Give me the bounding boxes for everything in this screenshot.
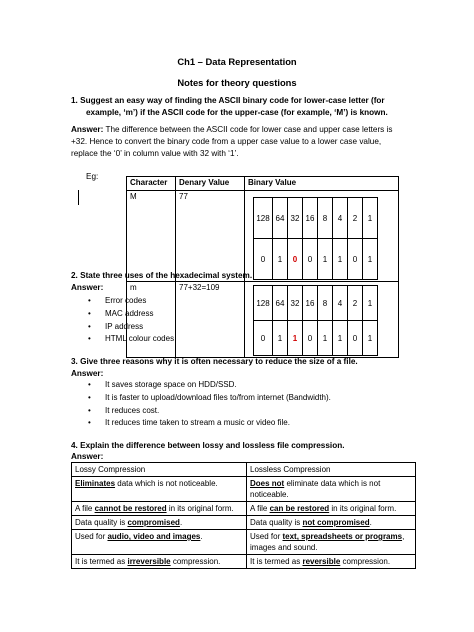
cell-text: compression. (170, 557, 221, 566)
compression-table (71, 462, 416, 569)
header-character: Character (127, 177, 176, 191)
q3-answer-list (88, 379, 331, 430)
bit-highlighted: 0 (288, 239, 303, 280)
bit: 0 (254, 239, 273, 280)
bit: 1 (318, 239, 333, 280)
bit: 1 (318, 321, 333, 356)
place-value: 4 (333, 286, 348, 321)
bit: 1 (363, 239, 378, 280)
cell-text: eliminate data which is not noticeable. (250, 479, 381, 499)
bit: 0 (303, 321, 318, 356)
cell-text: Used for (250, 532, 283, 541)
q3-question: 3. Give three reasons why it is often necessary to reduce the size of a file. (71, 357, 358, 366)
cell-text: . (179, 518, 183, 527)
bit-highlighted: 1 (288, 321, 303, 356)
bit: 1 (273, 239, 288, 280)
list-item: • It is faster to upload/download files to/from internet (Bandwidth). (88, 392, 331, 405)
place-value: 16 (303, 198, 318, 239)
page-title: Ch1 – Data Representation (177, 56, 297, 67)
place-value: 64 (273, 198, 288, 239)
cell-binary (245, 282, 399, 358)
lossy-cell (72, 555, 247, 569)
compression-table-header (72, 463, 416, 477)
ascii-table-header (127, 177, 399, 191)
cell-emphasis: reversible (302, 557, 341, 566)
q2-answer-label: Answer: (71, 283, 104, 292)
lossy-cell (72, 516, 247, 530)
cell-binary (245, 191, 399, 282)
lossless-cell (247, 530, 416, 555)
cell-text: A file (250, 504, 270, 513)
cell-text: data which is not noticeable. (115, 479, 218, 488)
list-item: • It reduces time taken to stream a music or video file. (88, 417, 331, 430)
bit: 1 (363, 321, 378, 356)
table-row (72, 555, 416, 569)
cell-emphasis: compromised (127, 518, 180, 527)
cell-emphasis: irreversible (127, 557, 171, 566)
lossy-cell (72, 530, 247, 555)
place-value: 64 (273, 286, 288, 321)
q2-answer-list (88, 295, 174, 346)
bits-row (254, 321, 378, 356)
lossless-cell (247, 516, 416, 530)
cell-text: . (369, 518, 372, 527)
cell-emphasis: not compromised (302, 518, 370, 527)
lossy-cell (72, 477, 247, 502)
cell-emphasis: cannot be restored (94, 504, 167, 513)
eg-label: Eg: (86, 172, 99, 181)
q4-question: 4. Explain the difference between lossy and lossless file compression. (71, 441, 345, 450)
cell-denary: 77+32=109 (176, 282, 245, 358)
bit: 0 (348, 239, 363, 280)
place-value: 8 (318, 198, 333, 239)
lossy-cell (72, 502, 247, 516)
cell-emphasis: can be restored (269, 504, 330, 513)
ascii-row-uppercase (127, 191, 399, 282)
cell-emphasis: Does not (250, 479, 285, 488)
place-values-row (254, 286, 378, 321)
cell-denary: 77 (176, 191, 245, 282)
cell-character: m (127, 282, 176, 358)
bits-row (254, 239, 378, 280)
place-value: 1 (363, 286, 378, 321)
place-value: 32 (288, 198, 303, 239)
lossless-cell (247, 477, 416, 502)
bit: 1 (333, 321, 348, 356)
cell-text: It is termed as (250, 557, 303, 566)
list-item: • HTML colour codes (88, 333, 174, 346)
q1-answer-text1: The difference between the ASCII code for lower case and upper case letters is (103, 125, 393, 134)
place-values-row (254, 198, 378, 239)
cell-text: A file (75, 504, 95, 513)
cell-text: , images and sound. (250, 532, 405, 552)
q1-answer-label: Answer: (71, 125, 104, 134)
cell-emphasis: text, spreadsheets or programs (282, 532, 403, 541)
lossless-cell (247, 555, 416, 569)
q1-answer-line1 (71, 124, 392, 136)
q1-answer-line2: +32. Hence to convert the binary code from a upper case value to a lower case value, (71, 137, 382, 146)
q3-answer-label: Answer: (71, 369, 104, 378)
bit: 1 (273, 321, 288, 356)
header-lossy: Lossy Compression (72, 463, 247, 477)
page-subtitle: Notes for theory questions (177, 77, 297, 88)
table-row (72, 502, 416, 516)
table-row (72, 516, 416, 530)
list-item: • It reduces cost. (88, 405, 331, 418)
header-binary: Binary Value (245, 177, 399, 191)
q1-question-line1: 1. Suggest an easy way of finding the ASCII binary code for lower-case letter (for (71, 96, 385, 105)
place-value: 32 (288, 286, 303, 321)
q2-question: 2. State three uses of the hexadecimal system. (71, 271, 253, 280)
cell-text: Data quality is (75, 518, 128, 527)
place-value: 128 (254, 286, 273, 321)
place-value: 128 (254, 198, 273, 239)
cell-text: It is termed as (75, 557, 128, 566)
list-item: • Error codes (88, 295, 174, 308)
cell-text: in its original form. (329, 504, 397, 513)
table-row (72, 477, 416, 502)
cell-emphasis: audio, video and images (107, 532, 201, 541)
list-item: • It saves storage space on HDD/SSD. (88, 379, 331, 392)
header-denary: Denary Value (176, 177, 245, 191)
cell-text: compression. (340, 557, 391, 566)
bit: 0 (303, 239, 318, 280)
cell-emphasis: Eliminates (75, 479, 116, 488)
q1-question-line2: example, ‘m’) if the ASCII code for the upper-case (for example, ‘M’) is known. (86, 108, 388, 117)
cell-text: . (200, 532, 203, 541)
table-row (72, 530, 416, 555)
cell-text: in its original form. (166, 504, 234, 513)
list-item: • MAC address (88, 308, 174, 321)
bits-grid (253, 197, 378, 280)
text-cursor (78, 190, 79, 205)
header-lossless: Lossless Compression (247, 463, 416, 477)
cell-text: Used for (75, 532, 108, 541)
bit: 1 (333, 239, 348, 280)
bits-grid (253, 285, 378, 356)
place-value: 2 (348, 286, 363, 321)
bit: 0 (348, 321, 363, 356)
place-value: 1 (363, 198, 378, 239)
place-value: 8 (318, 286, 333, 321)
place-value: 4 (333, 198, 348, 239)
list-item: • IP address (88, 321, 174, 334)
q4-answer-label: Answer: (71, 452, 104, 461)
cell-text: Data quality is (250, 518, 303, 527)
q1-answer-line3: replace the ‘0’ in column value with 32 with ‘1’. (71, 149, 239, 158)
lossless-cell (247, 502, 416, 516)
place-value: 16 (303, 286, 318, 321)
cell-character: M (127, 191, 176, 282)
place-value: 2 (348, 198, 363, 239)
bit: 0 (254, 321, 273, 356)
